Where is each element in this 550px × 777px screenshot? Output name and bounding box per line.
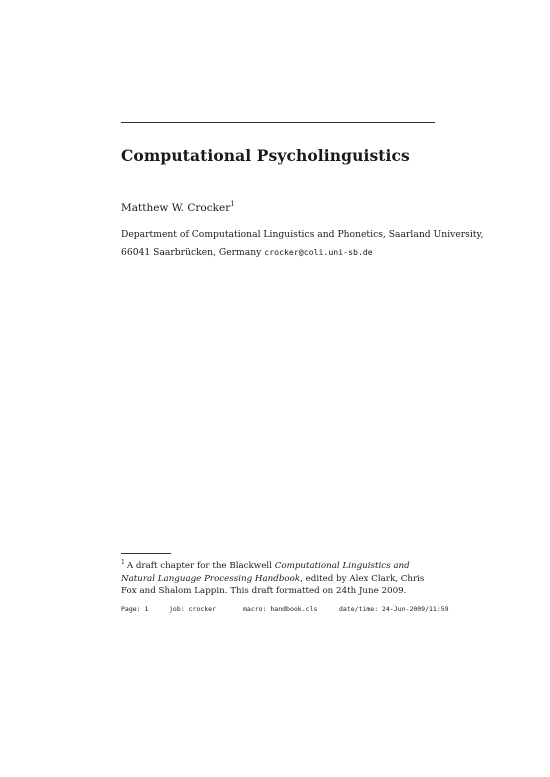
footnote-rule (121, 553, 171, 554)
footnote-number: 1 (121, 559, 125, 566)
affiliation-address: 66041 Saarbrücken, Germany (121, 247, 262, 258)
affiliation-line-2 (121, 247, 373, 258)
chapter-title: Computational Psycholinguistics (121, 146, 410, 165)
footnote (121, 557, 435, 598)
footer-page: Page: 1 (121, 605, 149, 613)
footer-datetime: date/time: 24-Jun-2009/11:59 (339, 605, 449, 613)
footnote-text-b: , edited by Alex Clark, Chris Fox and Shalom Lappin. This draft formatted on 24th June 2009. (121, 573, 425, 596)
top-rule (121, 122, 435, 123)
footnote-book-title: Computational Linguistics and Natural Language Processing Handbook (121, 561, 410, 584)
footnote-text-a: A draft chapter for the Blackwell (126, 561, 275, 571)
author-footnote-mark[interactable]: 1 (230, 200, 235, 208)
author-line (121, 200, 235, 214)
footer-macro: macro: handbook.cls (243, 605, 318, 613)
footer-job: job: crocker (169, 605, 216, 613)
affiliation-line-1: Department of Computational Linguistics and Phonetics, Saarland University, (121, 229, 484, 240)
author-email[interactable]: crocker@coli.uni-sb.de (264, 247, 373, 257)
author-name: Matthew W. Crocker (121, 202, 231, 214)
